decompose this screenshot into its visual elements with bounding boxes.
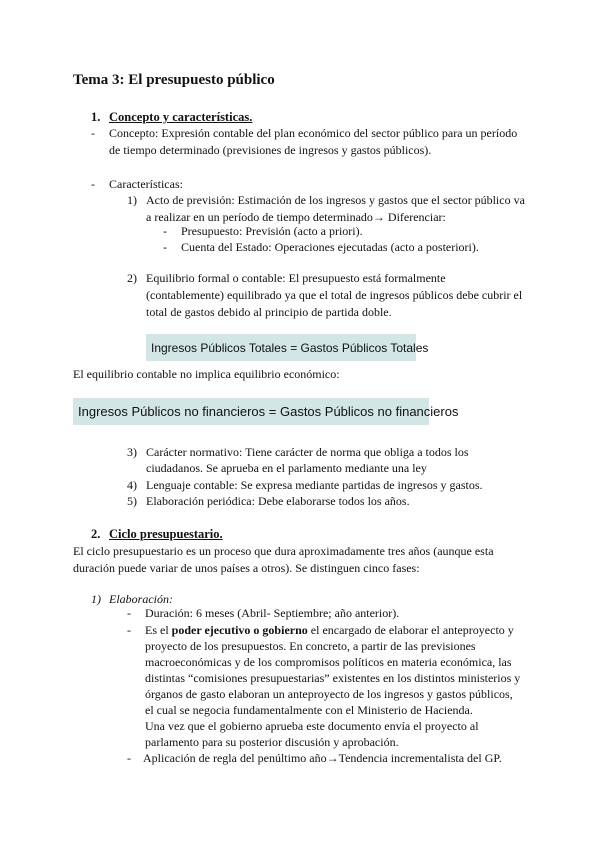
caracteristicas-label: Características:	[109, 177, 183, 191]
item-1-line-2: a realizar en un período de tiempo determinado→ Diferenciar:	[146, 210, 446, 224]
item-4-line-1: Lenguaje contable: Se expresa mediante partidas de ingresos y gastos.	[146, 478, 483, 492]
ejecutivo-pre: Es el	[145, 623, 172, 637]
section-2-heading: Ciclo presupuestario.	[109, 527, 223, 541]
subitem-dash: -	[163, 224, 167, 238]
item-2-line-3: total de gastos debido al principio de partida doble.	[146, 305, 392, 319]
phase-dash: -	[127, 623, 131, 637]
phase-1-number: 1)	[91, 592, 101, 606]
ciclo-intro-line-2: duración puede variar de unos países a otros). Se distinguen cinco fases:	[73, 561, 420, 575]
phase-dash: -	[127, 606, 131, 620]
phase-ejecutivo-line-1	[145, 622, 514, 638]
equation-no-financieros: Ingresos Públicos no financieros = Gastos Públicos no financieros	[78, 404, 459, 419]
caracteristicas-dash: -	[91, 177, 95, 191]
item-1-number: 1)	[127, 193, 137, 207]
item-5-number: 5)	[127, 494, 137, 508]
ejecutivo-bold: poder ejecutivo o gobierno	[171, 623, 308, 637]
section-2-number: 2.	[91, 527, 101, 541]
item-2-number: 2)	[127, 271, 137, 285]
phase-ejecutivo-line-2: proyecto de los presupuestos. En concreto, a partir de las previsiones	[145, 639, 476, 653]
equilibrio-note: El equilibrio contable no implica equilibrio económico:	[73, 367, 340, 381]
ciclo-intro-line-1: El ciclo presupuestario es un proceso que dura aproximadamente tres años (aunque esta	[73, 544, 494, 558]
concepto-line-2: de tiempo determinado (previsiones de ingresos y gastos públicos).	[109, 143, 432, 157]
equation-box-totales	[146, 334, 429, 361]
phase-1-label: Elaboración:	[109, 592, 173, 606]
phase-dash: -	[127, 751, 131, 765]
subitem-dash: -	[163, 240, 167, 254]
page-title: Tema 3: El presupuesto público	[73, 72, 275, 88]
concepto-dash: -	[91, 126, 95, 140]
section-1-heading: Concepto y características.	[109, 110, 253, 124]
phase-ejecutivo-line-7: Una vez que el gobierno aprueba este documento envía el proyecto al	[145, 719, 479, 733]
phase-ejecutivo-line-5: órganos de gasto elaboran un anteproyecto de los ingresos y gastos públicos,	[145, 687, 513, 701]
equation-totales: Ingresos Públicos Totales = Gastos Públicos Totales	[151, 340, 429, 355]
phase-ejecutivo-line-8: parlamento para su posterior discusión y aprobación.	[145, 735, 399, 749]
item-3-number: 3)	[127, 445, 137, 459]
phase-ejecutivo-line-4: distintas “comisiones presupuestarias” existentes en los distintos ministerios y	[145, 671, 521, 685]
ejecutivo-post: el encargado de elaborar el anteproyecto y	[307, 623, 514, 637]
phase-regla-penultimo: Aplicación de regla del penúltimo año→Tendencia incrementalista del GP.	[143, 751, 502, 765]
equation-box-no-financieros	[73, 398, 459, 425]
item-2-line-2: (contablemente) equilibrado ya que el total de ingresos públicos debe cubrir el	[146, 288, 523, 302]
phase-ejecutivo-line-3: macroeconómicas y de los compromisos políticos en materia económica, las	[145, 655, 512, 669]
item-2-line-1: Equilibrio formal o contable: El presupuesto está formalmente	[146, 271, 446, 285]
subitem-presupuesto: Presupuesto: Previsión (acto a priori).	[181, 224, 363, 238]
section-1-number: 1.	[91, 110, 101, 124]
item-1-line-1: Acto de previsión: Estimación de los ingresos y gastos que el sector público va	[146, 193, 525, 207]
phase-duracion: Duración: 6 meses (Abril- Septiembre; año anterior).	[145, 606, 400, 620]
item-3-line-1: Carácter normativo: Tiene carácter de norma que obliga a todos los	[146, 445, 469, 459]
item-5-line-1: Elaboración periódica: Debe elaborarse todos los años.	[146, 494, 410, 508]
concepto-line-1: Concepto: Expresión contable del plan económico del sector público para un período	[109, 126, 518, 140]
item-4-number: 4)	[127, 478, 137, 492]
phase-ejecutivo-line-6: el cual se negocia fundamentalmente con el Ministerio de Hacienda.	[145, 703, 473, 717]
item-3-line-2: ciudadanos. Se aprueba en el parlamento mediante una ley	[146, 461, 427, 475]
subitem-cuenta-estado: Cuenta del Estado: Operaciones ejecutadas (acto a posteriori).	[181, 240, 479, 254]
